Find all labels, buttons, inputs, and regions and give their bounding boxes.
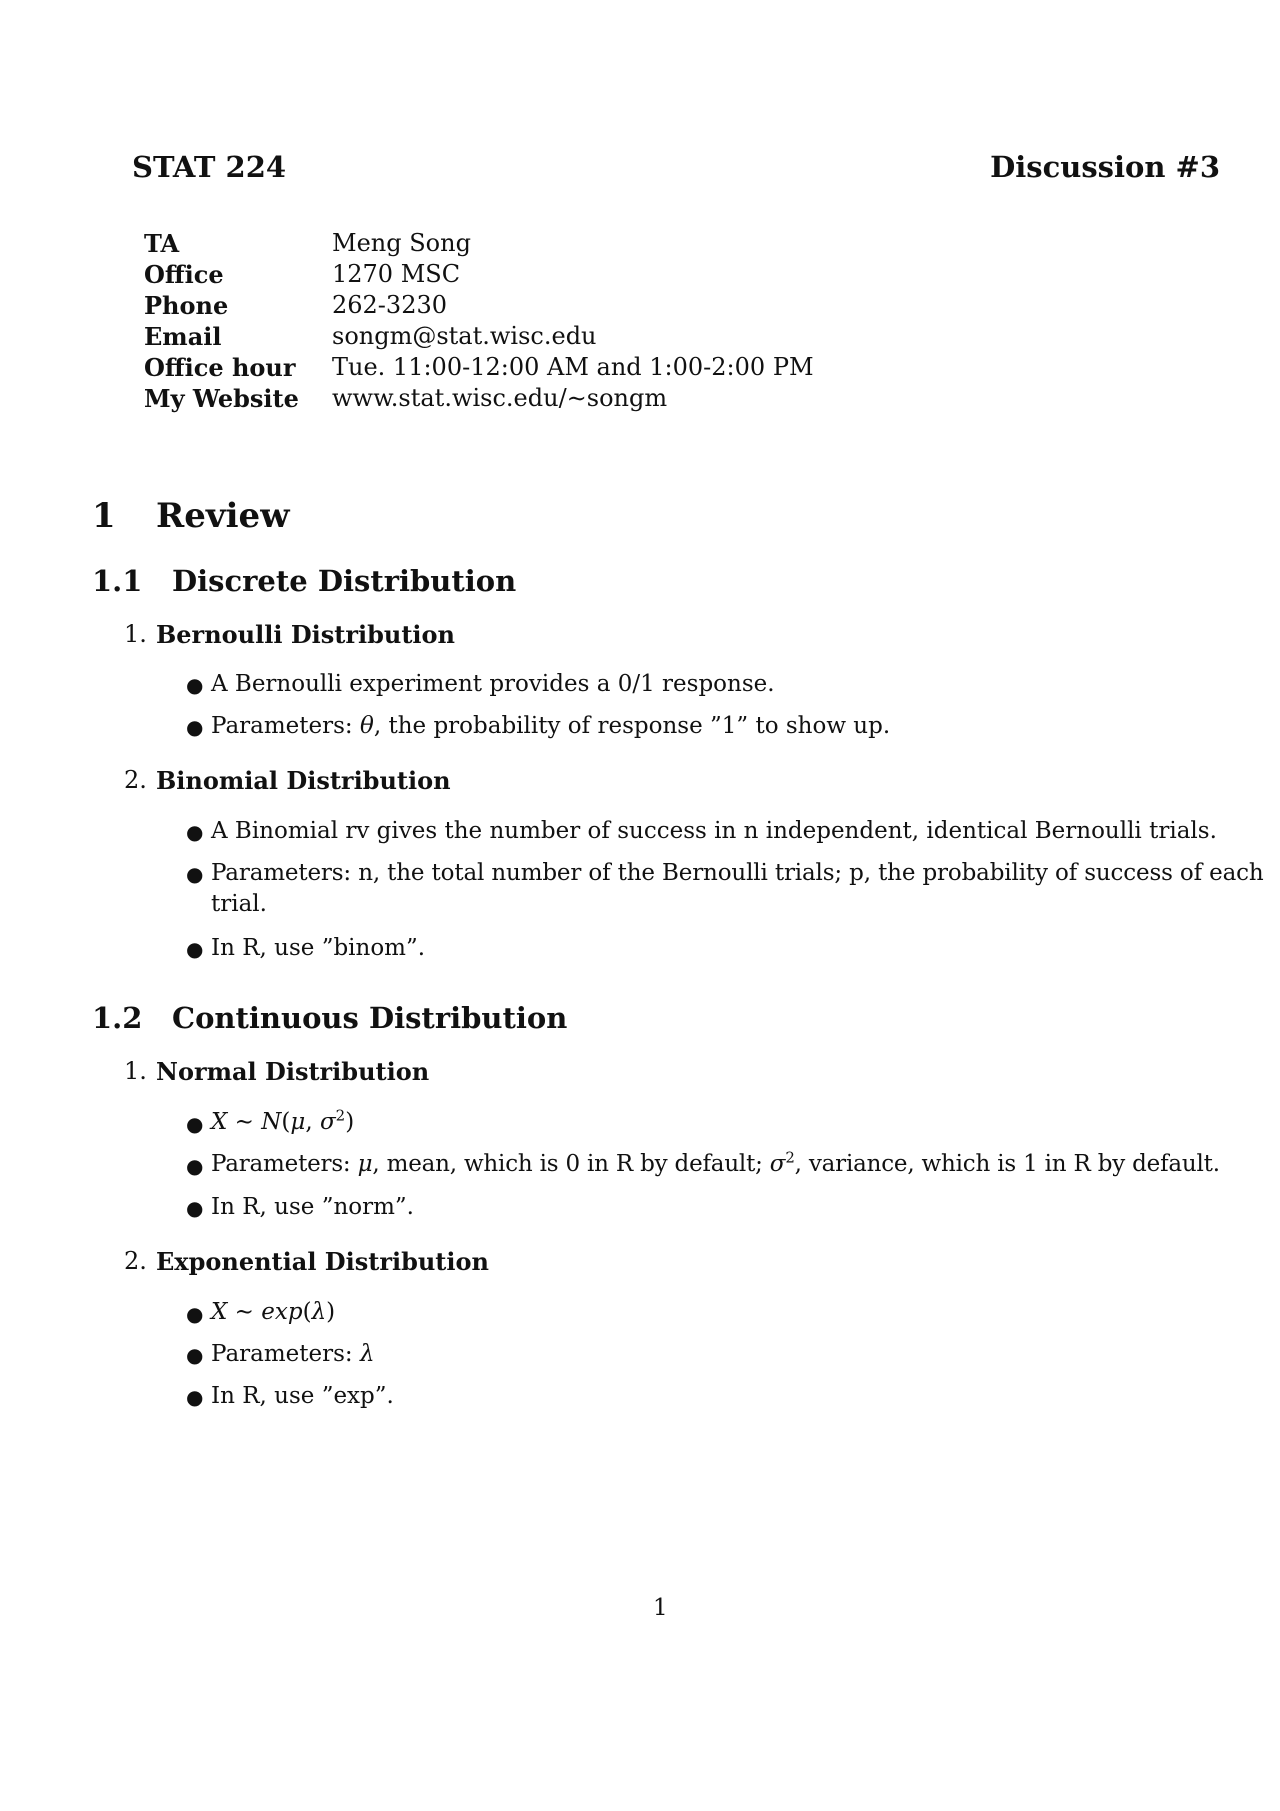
info-label-office-hour: Office hour — [144, 353, 296, 382]
math-mu: μ — [357, 1151, 373, 1177]
bullet-text: Parameters: n, the total number of the Bernoulli trials; p, the probability of success of each — [211, 860, 1264, 886]
section-number: 1 — [92, 496, 116, 536]
math-paren: ) — [326, 1299, 336, 1325]
bullet-text: In R, use ”binom”. — [211, 935, 426, 961]
bullet-text: A Bernoulli experiment provides a 0/1 response. — [211, 671, 775, 697]
math-exp: exp — [261, 1299, 303, 1325]
bullet-text — [211, 713, 890, 739]
list-item-title: Binomial Distribution — [156, 766, 451, 795]
bullet-icon: ● — [186, 1343, 204, 1367]
info-value-office-hour: Tue. 11:00-12:00 AM and 1:00-2:00 PM — [332, 353, 814, 381]
bullet-text: In R, use ”exp”. — [211, 1383, 394, 1409]
bullet-icon: ● — [186, 715, 204, 739]
bullet-icon: ● — [186, 820, 204, 844]
bullet-icon: ● — [186, 1112, 204, 1136]
info-value-office: 1270 MSC — [332, 260, 461, 288]
math-sigma: σ — [769, 1151, 786, 1177]
math-exponent: 2 — [785, 1148, 795, 1167]
math-sim: ∼ — [227, 1109, 262, 1135]
bullet-icon: ● — [186, 1154, 204, 1178]
math-x: X — [211, 1299, 228, 1325]
section-title: Review — [156, 496, 290, 536]
subsection-title: Discrete Distribution — [172, 564, 517, 598]
info-label-ta: TA — [144, 229, 180, 258]
info-label-email: Email — [144, 322, 222, 351]
list-item-number: 2. — [124, 1247, 147, 1275]
bullet-text — [211, 1148, 1220, 1177]
info-value-ta: Meng Song — [332, 229, 471, 257]
info-label-website: My Website — [144, 384, 299, 413]
bullet-icon: ● — [186, 1196, 204, 1220]
bullet-icon: ● — [186, 1302, 204, 1326]
info-value-email: songm@stat.wisc.edu — [332, 322, 597, 350]
math-paren: ( — [281, 1109, 291, 1135]
text-fragment: Parameters: — [211, 713, 360, 739]
formula-exponential — [211, 1299, 335, 1325]
math-exponent: 2 — [335, 1106, 346, 1125]
bullet-text: In R, use ”norm”. — [211, 1194, 414, 1220]
math-x: X — [211, 1109, 228, 1135]
list-item-number: 1. — [124, 620, 147, 648]
info-label-phone: Phone — [144, 291, 229, 320]
bullet-icon: ● — [186, 937, 204, 961]
text-fragment: Parameters: — [211, 1151, 358, 1177]
list-item-number: 2. — [124, 766, 147, 794]
math-theta: θ — [360, 713, 374, 739]
bullet-text-continuation: trial. — [211, 891, 267, 917]
list-item-title: Bernoulli Distribution — [156, 620, 455, 649]
bullet-text: A Binomial rv gives the number of success in n independent, identical Bernoulli trials. — [211, 818, 1217, 844]
math-sim: ∼ — [227, 1299, 262, 1325]
course-title: STAT 224 — [132, 150, 287, 184]
math-paren: ( — [302, 1299, 312, 1325]
info-value-phone: 262-3230 — [332, 291, 447, 319]
bullet-icon: ● — [186, 862, 204, 886]
bullet-text — [211, 1341, 375, 1367]
math-comma: , — [305, 1109, 320, 1135]
subsection-number: 1.2 — [92, 1001, 143, 1035]
list-item-number: 1. — [124, 1057, 147, 1085]
bullet-icon: ● — [186, 673, 204, 697]
text-fragment: , the probability of response ”1” to show up. — [373, 713, 891, 739]
list-item-title: Normal Distribution — [156, 1057, 430, 1086]
info-value-website: www.stat.wisc.edu/∼songm — [332, 384, 668, 412]
text-fragment: Parameters: — [211, 1341, 360, 1367]
math-paren: ) — [345, 1109, 355, 1135]
math-sigma: σ — [319, 1109, 336, 1135]
info-label-office: Office — [144, 260, 224, 289]
subsection-number: 1.1 — [92, 564, 143, 598]
math-n: N — [261, 1109, 282, 1135]
math-lambda: λ — [311, 1299, 327, 1325]
page-number: 1 — [653, 1595, 668, 1621]
bullet-icon: ● — [186, 1385, 204, 1409]
discussion-number: Discussion #3 — [990, 150, 1220, 184]
math-mu: μ — [290, 1109, 306, 1135]
list-item-title: Exponential Distribution — [156, 1247, 489, 1276]
math-lambda: λ — [360, 1341, 375, 1367]
formula-normal — [211, 1106, 355, 1135]
text-fragment: , variance, which is 1 in R by default. — [794, 1151, 1220, 1177]
text-fragment: , mean, which is 0 in R by default; — [372, 1151, 770, 1177]
subsection-title: Continuous Distribution — [172, 1001, 568, 1035]
